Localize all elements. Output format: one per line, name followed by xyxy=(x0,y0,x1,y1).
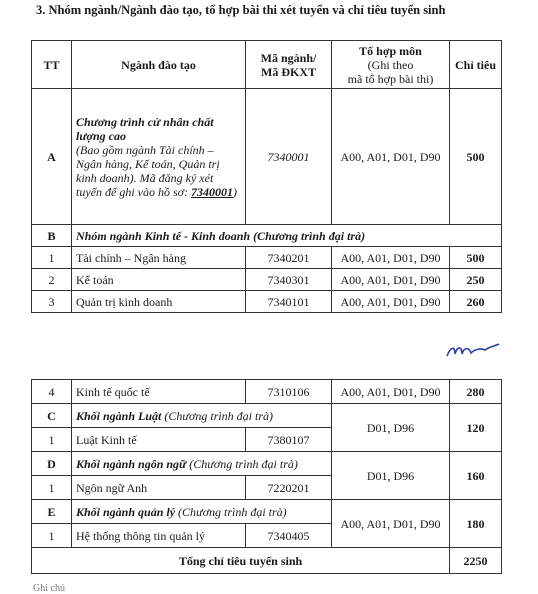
group-d-title: Khối ngành ngôn ngữ (Chương trình đại trà) xyxy=(72,452,332,476)
group-e-chitieu: 180 xyxy=(450,500,502,548)
header-tohop: Tổ hợp môn (Ghi theo mã tổ hợp bài thi) xyxy=(332,41,450,89)
group-e-tohop: A00, A01, D01, D90 xyxy=(332,500,450,548)
group-c-title: Khối ngành Luật (Chương trình đại trà) xyxy=(72,404,332,428)
row-a-nganh: Chương trình cử nhân chất lượng cao (Bao gồm ngành Tài chính – Ngân hàng, Kế toán, Quản trị kinh doanh). Mã đăng ký xét tuyển để ghi vào hồ sơ: 7340001) xyxy=(72,89,246,225)
handwritten-signature xyxy=(445,338,501,360)
table-row: 2 Kế toán 7340301 A00, A01, D01, D90 250 xyxy=(32,269,502,291)
footer-fragment: Ghi chú xyxy=(33,583,65,594)
group-row-b: B Nhóm ngành Kinh tế - Kinh doanh (Chương trình đại trà) xyxy=(32,225,502,247)
group-c-chitieu: 120 xyxy=(450,404,502,452)
total-row xyxy=(32,548,502,574)
table-row: 1 Ngôn ngữ Anh 7220201 xyxy=(32,476,502,500)
row-a-ma: 7340001 xyxy=(246,89,332,225)
group-d-chitieu: 160 xyxy=(450,452,502,500)
row-a-tohop: A00, A01, D01, D90 xyxy=(332,89,450,225)
row-a-tt: A xyxy=(32,89,72,225)
group-row-d: D Khối ngành ngôn ngữ (Chương trình đại trà) D01, D96 160 xyxy=(32,452,502,476)
header-chitieu: Chỉ tiêu xyxy=(450,41,502,89)
header-ma: Mã ngành/ Mã ĐKXT xyxy=(246,41,332,89)
table-header-row xyxy=(32,41,502,89)
row-a-chitieu: 500 xyxy=(450,89,502,225)
admission-table-part-2 xyxy=(31,379,502,574)
table-row: 3 Quản trị kinh doanh 7340101 A00, A01, D01, D90 260 xyxy=(32,291,502,313)
total-label: Tổng chỉ tiêu tuyển sinh xyxy=(32,548,450,574)
group-row-c: C Khối ngành Luật (Chương trình đại trà) D01, D96 120 xyxy=(32,404,502,428)
section-heading: 3. Nhóm ngành/Ngành đào tạo, tổ hợp bài thi xét tuyển và chỉ tiêu tuyển sinh xyxy=(36,3,446,17)
group-e-title: Khối ngành quản lý (Chương trình đại trà) xyxy=(72,500,332,524)
table-row: 4 Kinh tế quốc tế 7310106 A00, A01, D01, D90 280 xyxy=(32,380,502,404)
group-row-e: E Khối ngành quản lý (Chương trình đại trà) A00, A01, D01, D90 180 xyxy=(32,500,502,524)
header-nganh: Ngành đào tạo xyxy=(72,41,246,89)
table-row: 1 Luật Kinh tế 7380107 xyxy=(32,428,502,452)
admission-table-part-1 xyxy=(31,40,502,313)
table-row xyxy=(32,89,502,225)
total-value: 2250 xyxy=(450,548,502,574)
group-d-tohop: D01, D96 xyxy=(332,452,450,500)
table-row: 1 Hệ thống thông tin quản lý 7340405 xyxy=(32,524,502,548)
header-tt: TT xyxy=(32,41,72,89)
group-b-title: Nhóm ngành Kinh tế - Kinh doanh (Chương trình đại trà) xyxy=(72,225,502,247)
group-c-tohop: D01, D96 xyxy=(332,404,450,452)
table-row: 1 Tài chính – Ngân hàng 7340201 A00, A01, D01, D90 500 xyxy=(32,247,502,269)
